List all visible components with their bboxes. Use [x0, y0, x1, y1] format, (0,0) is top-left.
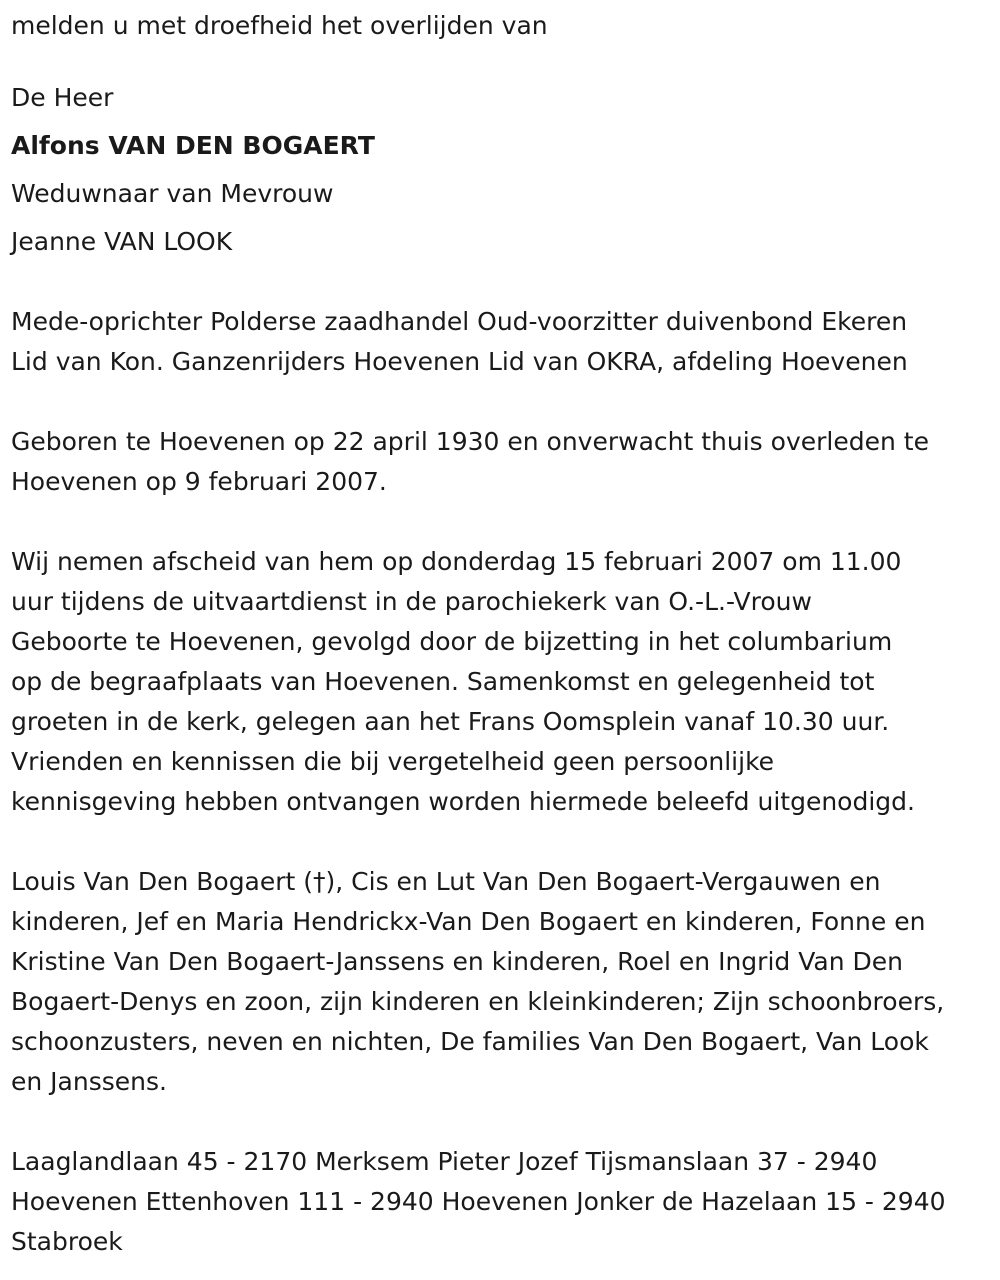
family-line: Kristine Van Den Bogaert-Janssens en kinderen, Roel en Ingrid Van Den — [11, 947, 903, 976]
birth-death-line: Geboren te Hoevenen op 22 april 1930 en onverwacht thuis overleden te — [11, 427, 929, 456]
ceremony-line: op de begraafplaats van Hoevenen. Samenkomst en gelegenheid tot — [11, 667, 875, 696]
functions-line: Lid van Kon. Ganzenrijders Hoevenen Lid van OKRA, afdeling Hoevenen — [11, 347, 908, 376]
ceremony-paragraph — [11, 542, 996, 822]
ceremony-line: Geboorte te Hoevenen, gevolgd door de bijzetting in het columbarium — [11, 627, 893, 656]
ceremony-line: Vrienden en kennissen die bij vergetelheid geen persoonlijke — [11, 747, 775, 776]
intro-text: melden u met droefheid het overlijden van — [11, 11, 548, 40]
addresses-paragraph — [11, 1142, 996, 1262]
family-paragraph — [11, 862, 996, 1102]
family-line: kinderen, Jef en Maria Hendrickx-Van Den Bogaert en kinderen, Fonne en — [11, 907, 926, 936]
ceremony-line: groeten in de kerk, gelegen aan het Frans Oomsplein vanaf 10.30 uur. — [11, 707, 890, 736]
deceased-name: Alfons VAN DEN BOGAERT — [11, 131, 375, 160]
functions-line: Mede-oprichter Polderse zaadhandel Oud-voorzitter duivenbond Ekeren — [11, 307, 908, 336]
ceremony-line: kennisgeving hebben ontvangen worden hiermede beleefd uitgenodigd. — [11, 787, 915, 816]
ceremony-line: Wij nemen afscheid van hem op donderdag 15 februari 2007 om 11.00 — [11, 547, 902, 576]
family-line: Louis Van Den Bogaert (†), Cis en Lut Van Den Bogaert-Vergauwen en — [11, 867, 881, 896]
deceased-title: De Heer — [11, 83, 114, 112]
obituary-document — [11, 6, 996, 1262]
deceased-spouse: Jeanne VAN LOOK — [11, 227, 233, 256]
ceremony-line: uur tijdens de uitvaartdienst in de parochiekerk van O.-L.-Vrouw — [11, 587, 812, 616]
family-line: schoonzusters, neven en nichten, De families Van Den Bogaert, Van Look — [11, 1027, 929, 1056]
address-line: Hoevenen Ettenhoven 111 - 2940 Hoevenen Jonker de Hazelaan 15 - 2940 — [11, 1187, 946, 1216]
birth-death-line: Hoevenen op 9 februari 2007. — [11, 467, 387, 496]
family-line: Bogaert-Denys en zoon, zijn kinderen en kleinkinderen; Zijn schoonbroers, — [11, 987, 945, 1016]
birth-death-paragraph — [11, 422, 996, 502]
deceased-block — [11, 74, 996, 266]
address-line: Laaglandlaan 45 - 2170 Merksem Pieter Jozef Tijsmanslaan 37 - 2940 — [11, 1147, 878, 1176]
functions-paragraph — [11, 302, 996, 382]
address-line: Stabroek — [11, 1227, 123, 1256]
family-line: en Janssens. — [11, 1067, 167, 1096]
deceased-relation: Weduwnaar van Mevrouw — [11, 179, 334, 208]
